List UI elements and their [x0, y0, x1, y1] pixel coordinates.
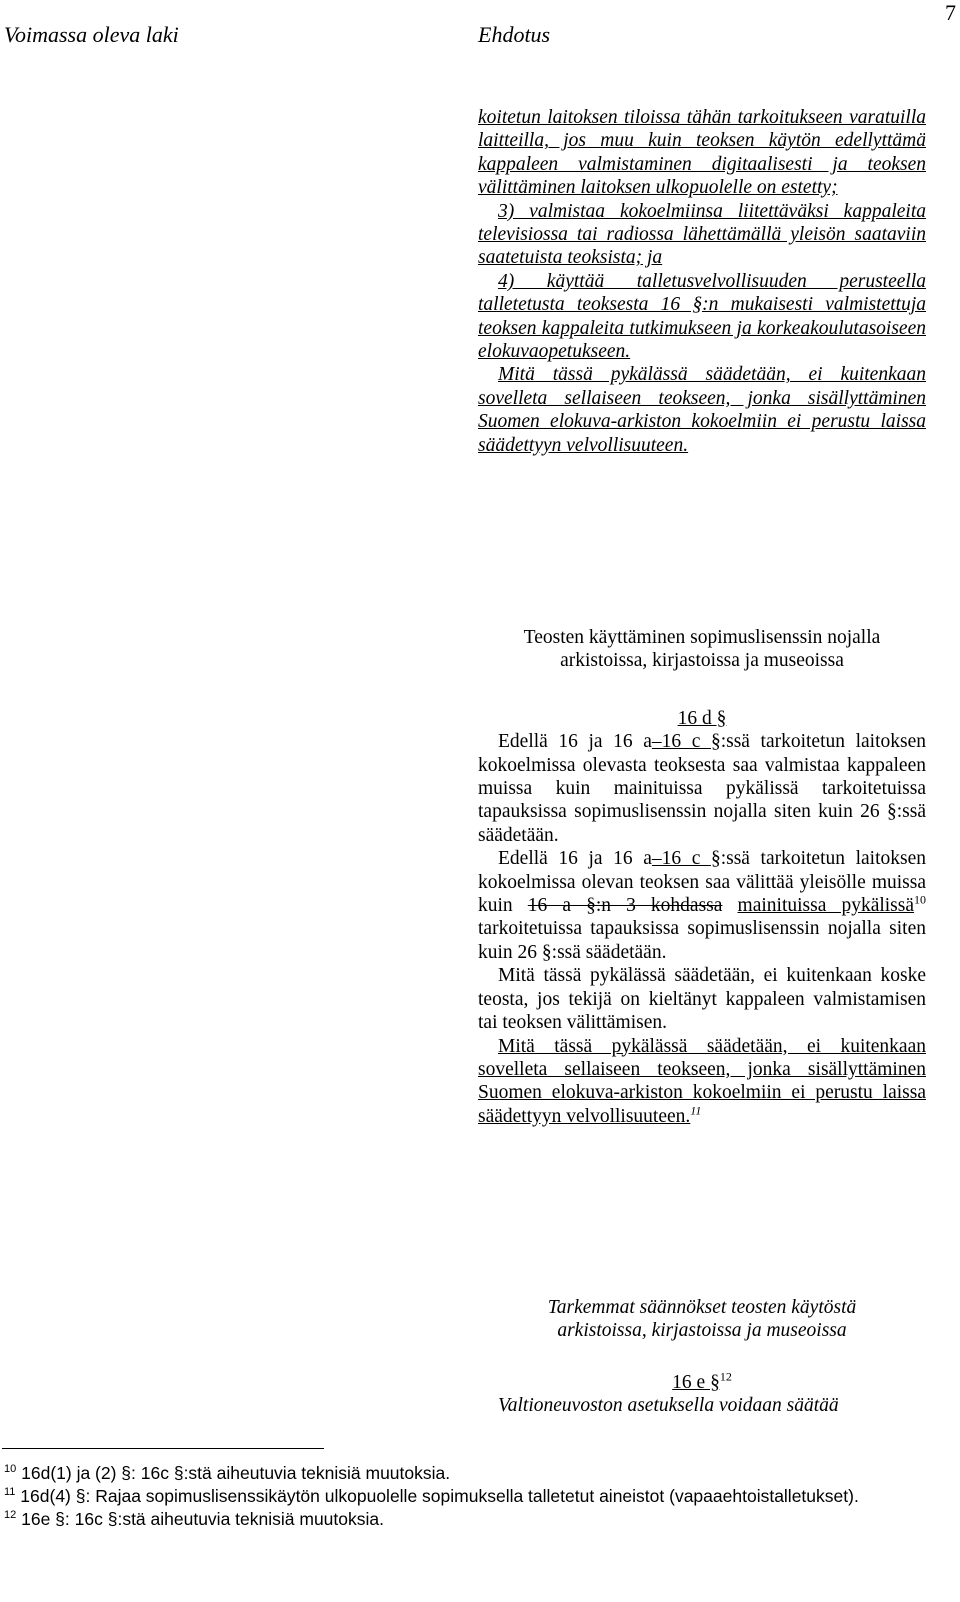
- footnote-number: 11: [4, 1486, 16, 1499]
- paragraph: koitetun laitoksen tiloissa tähän tarkoitukseen varatuilla laitteilla, jos muu kuin teoksen käytön edellyttämä kappaleen valmistaminen digitaalisesti ja teoksen välittäminen laitoksen ulkopuolelle on estetty;: [478, 107, 926, 199]
- text: Edellä 16 ja 16 a: [498, 731, 652, 753]
- footnote: [4, 1462, 944, 1485]
- header-proposal: Ehdotus: [478, 22, 551, 47]
- footnote-text: 16d(1) ja (2) §: 16c §:stä aiheutuvia teknisiä muutoksia.: [21, 1463, 451, 1483]
- text: §:ssä tarkoitetun laitoksen kokoelmissa olevasta teoksesta saa valmistaa kappaleen muissa kuin mainituissa pykälissä tarkoitetuissa tapauksissa sopimuslisenssin nojalla siten kuin 26 §:ssä säädetään.: [478, 731, 926, 846]
- section-heading: Teosten käyttäminen sopimuslisenssin nojalla arkistoissa, kirjastoissa ja museoissa: [523, 627, 881, 672]
- paragraph: Mitä tässä pykälässä säädetään, ei kuitenkaan koske teosta, jos tekijä on kieltänyt kappaleen valmistamisen tai teoksen välittämisen.: [478, 965, 926, 1034]
- footnote-text: 16d(4) §: Rajaa sopimuslisenssikäytön ulkopuolelle sopimuksella talletetut aineistot (vapaaehtoistalletukset).: [20, 1486, 859, 1506]
- page-number: 7: [945, 0, 956, 25]
- footnotes: [4, 1462, 944, 1531]
- footnote: [4, 1508, 944, 1531]
- footnote-text: 16e §: 16c §:stä aiheutuvia teknisiä muutoksia.: [21, 1509, 384, 1529]
- footnote-divider: [2, 1448, 324, 1449]
- paragraph: Valtioneuvoston asetuksella voidaan säätää: [498, 1395, 839, 1417]
- footnote-ref: 10: [914, 892, 927, 907]
- section-number: 16 d §: [677, 707, 727, 729]
- paragraph: [478, 730, 926, 847]
- section-16c-continuation: [478, 106, 926, 457]
- paragraph: Mitä tässä pykälässä säädetään, ei kuitenkaan sovelleta sellaiseen teokseen, jonka sisällyttäminen Suomen elokuva-arkiston kokoelmiin ei perustu laissa säädettyyn velvollisuuteen.: [478, 364, 926, 456]
- header-current-law: Voimassa oleva laki: [4, 22, 179, 47]
- paragraph: [478, 847, 926, 964]
- paragraph: 3) valmistaa kokoelmiinsa liitettäväksi kappaleita televisiossa tai radiossa lähettämällä yleisön saataviin saatetuista teoksista; ja: [478, 200, 926, 269]
- section-16d: [478, 626, 926, 1128]
- text: tarkoitetuissa tapauksissa sopimuslisenssin nojalla siten kuin 26 §:ssä säädetään.: [478, 918, 926, 963]
- inserted-text: –16 c: [651, 731, 711, 753]
- section-16e: [478, 1296, 926, 1418]
- footnote-number: 12: [4, 1509, 17, 1522]
- paragraph: 4) käyttää talletusvelvollisuuden perusteella talletetusta teoksesta 16 §:n mukaisesti valmistettuja teoksen kappaleita tutkimukseen ja korkeakoulutasoiseen elokuvaopetukseen.: [478, 270, 926, 363]
- text: 16 e §: [672, 1371, 720, 1393]
- footnote-ref: 12: [719, 1369, 732, 1384]
- footnote-number: 10: [4, 1463, 17, 1476]
- section-heading: Tarkemmat säännökset teosten käytöstä arkistoissa, kirjastoissa ja museoissa: [547, 1297, 857, 1342]
- inserted-text: mainituissa pykälissä: [737, 895, 915, 917]
- inserted-text: Mitä tässä pykälässä säädetään, ei kuitenkaan sovelleta sellaiseen teokseen, jonka sisällyttäminen Suomen elokuva-arkiston kokoelmiin ei perustu laissa säädettyyn velvollisuuteen.: [478, 1035, 926, 1127]
- section-number: [478, 1371, 926, 1394]
- struck-text: 16 a §:n 3 kohdassa: [527, 895, 723, 917]
- text: Edellä 16 ja 16 a: [498, 848, 652, 870]
- text: §:ssä tarkoitetun laitoksen kokoelmissa olevan teoksen saa välittää yleisölle muissa kuin: [478, 848, 926, 917]
- inserted-text: –16 c: [651, 848, 711, 870]
- paragraph: [478, 1035, 926, 1129]
- footnote: [4, 1485, 944, 1508]
- footnote-ref: 11: [690, 1103, 702, 1118]
